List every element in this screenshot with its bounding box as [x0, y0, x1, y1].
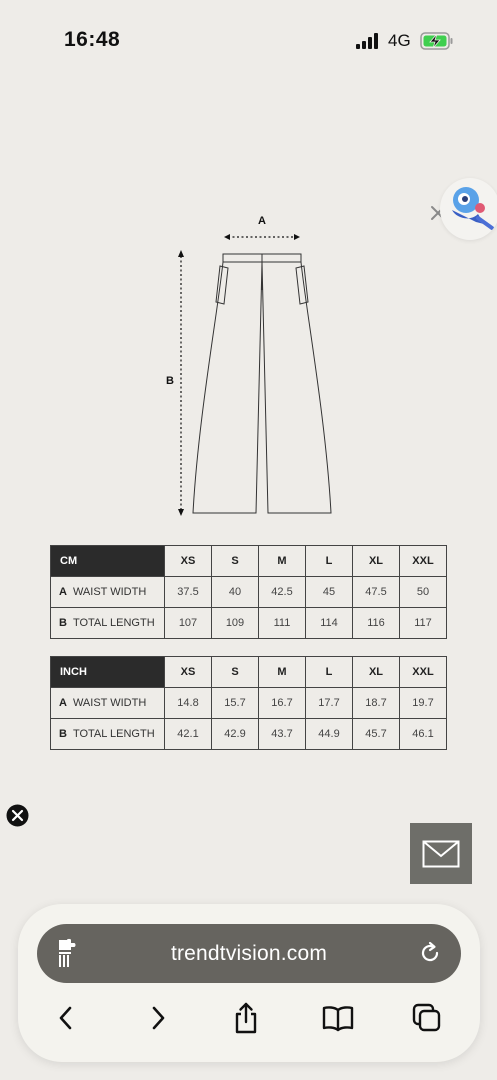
bookmarks-button[interactable] — [322, 1002, 354, 1034]
bookmarks-icon — [322, 1004, 354, 1032]
length-label: B — [166, 375, 174, 387]
row-letter: A — [59, 586, 67, 598]
row-label — [51, 608, 165, 639]
table-cell: 19.7 — [400, 688, 447, 719]
table-row — [51, 608, 447, 639]
size-header: XL — [353, 546, 400, 577]
unit-header: CM — [51, 546, 165, 577]
table-header-row — [51, 657, 447, 688]
table-cell: 14.8 — [165, 688, 212, 719]
table-row — [51, 719, 447, 750]
table-cell: 116 — [353, 608, 400, 639]
table-cell: 47.5 — [353, 577, 400, 608]
row-label — [51, 719, 165, 750]
row-letter: A — [59, 697, 67, 709]
size-header: S — [212, 657, 259, 688]
back-button[interactable] — [50, 1002, 82, 1034]
battery-charging-icon — [420, 31, 454, 51]
table-cell: 43.7 — [259, 719, 306, 750]
contact-mail-button[interactable] — [410, 823, 472, 884]
unit-header: INCH — [51, 657, 165, 688]
size-header: L — [306, 657, 353, 688]
table-cell: 17.7 — [306, 688, 353, 719]
table-cell: 42.1 — [165, 719, 212, 750]
row-name: WAIST WIDTH — [72, 697, 147, 709]
back-icon — [56, 1004, 76, 1032]
waist-dimension-arrow — [224, 234, 300, 240]
signal-icon — [356, 33, 380, 49]
share-button[interactable] — [230, 1002, 262, 1034]
table-cell: 16.7 — [259, 688, 306, 719]
mail-icon — [422, 840, 460, 868]
length-dimension-arrow — [178, 250, 184, 516]
size-header: XXL — [400, 657, 447, 688]
size-header: L — [306, 546, 353, 577]
size-header: XS — [165, 546, 212, 577]
table-cell: 37.5 — [165, 577, 212, 608]
row-name: TOTAL LENGTH — [72, 617, 155, 629]
pants-size-diagram — [0, 200, 497, 530]
row-name: WAIST WIDTH — [72, 586, 147, 598]
table-cell: 45 — [306, 577, 353, 608]
table-cell: 107 — [165, 608, 212, 639]
status-time: 16:48 — [64, 28, 121, 51]
reload-icon[interactable] — [418, 941, 442, 965]
share-icon — [232, 1002, 260, 1034]
network-type: 4G — [388, 31, 411, 50]
table-cell: 42.9 — [212, 719, 259, 750]
size-header: M — [259, 657, 306, 688]
tabs-icon — [412, 1003, 442, 1033]
table-cell: 50 — [400, 577, 447, 608]
table-header-row — [51, 546, 447, 577]
size-table-cm — [50, 545, 447, 639]
row-letter: B — [59, 728, 67, 740]
table-row — [51, 577, 447, 608]
table-cell: 18.7 — [353, 688, 400, 719]
table-cell: 15.7 — [212, 688, 259, 719]
size-header: M — [259, 546, 306, 577]
row-label — [51, 688, 165, 719]
table-cell: 111 — [259, 608, 306, 639]
size-header: S — [212, 546, 259, 577]
forward-icon — [148, 1004, 168, 1032]
table-cell: 46.1 — [400, 719, 447, 750]
address-bar[interactable] — [37, 924, 461, 983]
size-header: XS — [165, 657, 212, 688]
row-letter: B — [59, 617, 67, 629]
tabs-button[interactable] — [411, 1002, 443, 1034]
status-bar — [0, 0, 497, 80]
size-header: XL — [353, 657, 400, 688]
size-table-inch — [50, 656, 447, 750]
table-cell: 44.9 — [306, 719, 353, 750]
pants-outline — [0, 200, 497, 530]
waist-label: A — [258, 215, 266, 227]
table-cell: 117 — [400, 608, 447, 639]
row-label — [51, 577, 165, 608]
browser-toolbar — [18, 904, 480, 1062]
table-row — [51, 688, 447, 719]
size-header: XXL — [400, 546, 447, 577]
url-text: trendtvision.com — [170, 942, 328, 965]
table-cell: 40 — [212, 577, 259, 608]
table-cell: 114 — [306, 608, 353, 639]
table-cell: 42.5 — [259, 577, 306, 608]
row-name: TOTAL LENGTH — [72, 728, 155, 740]
forward-button[interactable] — [142, 1002, 174, 1034]
close-icon[interactable] — [6, 804, 29, 827]
table-cell: 45.7 — [353, 719, 400, 750]
table-cell: 109 — [212, 608, 259, 639]
